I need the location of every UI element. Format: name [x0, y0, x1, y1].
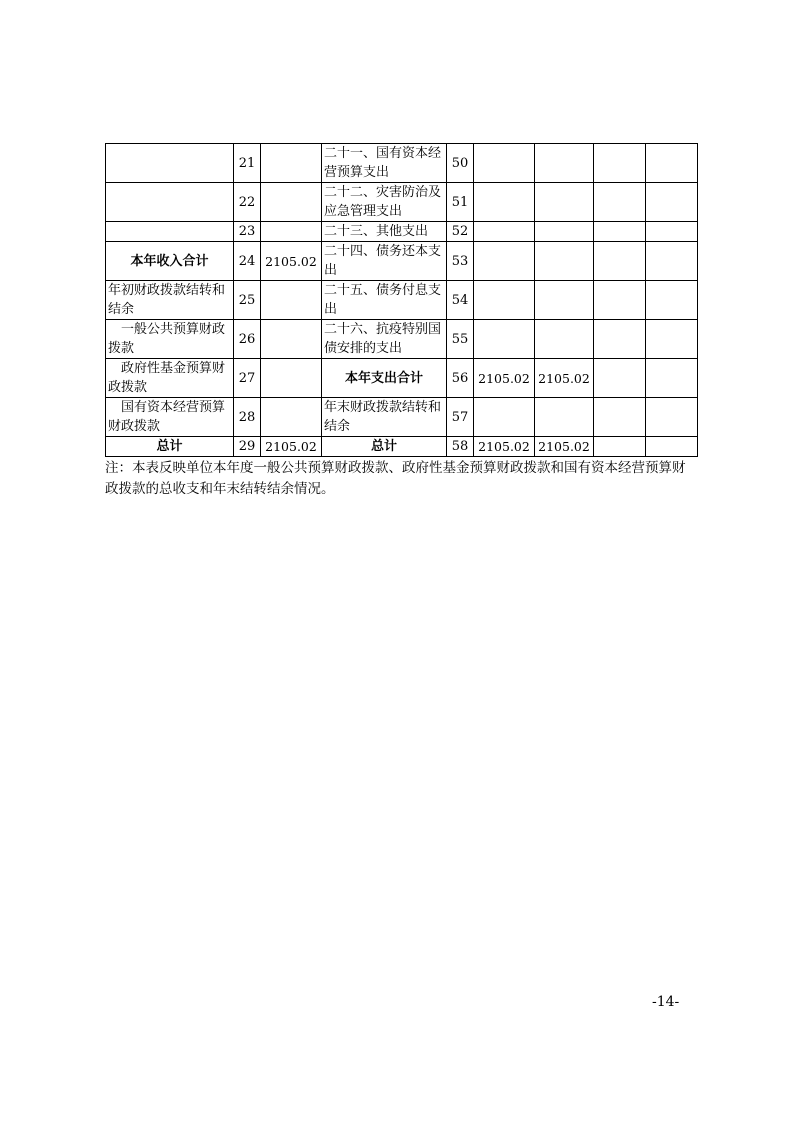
expense-row-number: 57 — [447, 398, 474, 437]
table-row — [106, 398, 698, 437]
income-row-number: 25 — [234, 281, 261, 320]
expense-amount-total: 2105.02 — [474, 437, 535, 457]
expense-row-number: 52 — [447, 222, 474, 242]
expense-amount-total — [474, 144, 535, 183]
expense-amount-capital — [646, 437, 698, 457]
table-row — [106, 437, 698, 457]
table-row — [106, 242, 698, 281]
expense-row-number: 51 — [447, 183, 474, 222]
expense-amount-general: 2105.02 — [535, 359, 594, 398]
table-row — [106, 359, 698, 398]
income-item-name: 本年收入合计 — [106, 242, 234, 281]
expense-amount-fund — [594, 222, 646, 242]
income-item-name — [106, 144, 234, 183]
income-item-name: 一般公共预算财政拨款 — [106, 320, 234, 359]
expense-amount-capital — [646, 281, 698, 320]
expense-amount-total — [474, 398, 535, 437]
expense-amount-total: 2105.02 — [474, 359, 535, 398]
table-note: 注：本表反映单位本年度一般公共预算财政拨款、政府性基金预算财政拨款和国有资本经营预算财政拨款的总收支和年末结转结余情况。 — [105, 460, 686, 497]
expense-amount-fund — [594, 242, 646, 281]
expense-amount-general — [535, 398, 594, 437]
expense-item-name: 二十一、国有资本经营预算支出 — [322, 144, 447, 183]
expense-item-name: 二十四、债务还本支出 — [322, 242, 447, 281]
expense-item-name: 本年支出合计 — [322, 359, 447, 398]
table-row — [106, 320, 698, 359]
income-amount — [261, 144, 322, 183]
income-item-name — [106, 222, 234, 242]
expense-item-name: 二十六、抗疫特别国债安排的支出 — [322, 320, 447, 359]
table-row — [106, 281, 698, 320]
page-number: -14- — [652, 994, 680, 1010]
expense-amount-fund — [594, 437, 646, 457]
expense-amount-capital — [646, 359, 698, 398]
expense-item-name: 总计 — [322, 437, 447, 457]
expense-amount-total — [474, 222, 535, 242]
expense-item-name: 二十三、其他支出 — [322, 222, 447, 242]
expense-amount-capital — [646, 320, 698, 359]
expense-amount-capital — [646, 398, 698, 437]
income-item-name — [106, 183, 234, 222]
expense-row-number: 54 — [447, 281, 474, 320]
income-row-number: 22 — [234, 183, 261, 222]
income-row-number: 27 — [234, 359, 261, 398]
expense-amount-general — [535, 144, 594, 183]
expense-amount-capital — [646, 183, 698, 222]
income-row-number: 21 — [234, 144, 261, 183]
expense-amount-fund — [594, 183, 646, 222]
expense-amount-general — [535, 222, 594, 242]
income-amount: 2105.02 — [261, 242, 322, 281]
income-amount — [261, 222, 322, 242]
income-amount — [261, 320, 322, 359]
income-item-name: 国有资本经营预算财政拨款 — [106, 398, 234, 437]
income-amount: 2105.02 — [261, 437, 322, 457]
expense-row-number: 50 — [447, 144, 474, 183]
income-row-number: 29 — [234, 437, 261, 457]
expense-amount-capital — [646, 222, 698, 242]
expense-amount-general: 2105.02 — [535, 437, 594, 457]
table-row — [106, 144, 698, 183]
budget-table — [105, 143, 698, 457]
income-amount — [261, 398, 322, 437]
expense-amount-total — [474, 242, 535, 281]
income-item-name: 总计 — [106, 437, 234, 457]
income-amount — [261, 281, 322, 320]
table-row — [106, 222, 698, 242]
expense-amount-total — [474, 183, 535, 222]
expense-item-name: 二十五、债务付息支出 — [322, 281, 447, 320]
expense-amount-capital — [646, 144, 698, 183]
table-row — [106, 183, 698, 222]
income-item-name: 政府性基金预算财政拨款 — [106, 359, 234, 398]
expense-amount-fund — [594, 320, 646, 359]
expense-row-number: 58 — [447, 437, 474, 457]
expense-amount-total — [474, 320, 535, 359]
income-amount — [261, 183, 322, 222]
expense-amount-capital — [646, 242, 698, 281]
expense-amount-total — [474, 281, 535, 320]
income-row-number: 28 — [234, 398, 261, 437]
expense-amount-fund — [594, 281, 646, 320]
expense-amount-general — [535, 281, 594, 320]
expense-amount-fund — [594, 398, 646, 437]
income-row-number: 24 — [234, 242, 261, 281]
expense-amount-fund — [594, 144, 646, 183]
expense-row-number: 55 — [447, 320, 474, 359]
expense-item-name: 年末财政拨款结转和结余 — [322, 398, 447, 437]
expense-row-number: 56 — [447, 359, 474, 398]
income-row-number: 26 — [234, 320, 261, 359]
expense-amount-general — [535, 183, 594, 222]
expense-amount-general — [535, 320, 594, 359]
expense-item-name: 二十二、灾害防治及应急管理支出 — [322, 183, 447, 222]
expense-amount-general — [535, 242, 594, 281]
income-item-name: 年初财政拨款结转和结余 — [106, 281, 234, 320]
expense-row-number: 53 — [447, 242, 474, 281]
table-body — [106, 144, 698, 457]
income-row-number: 23 — [234, 222, 261, 242]
expense-amount-fund — [594, 359, 646, 398]
income-amount — [261, 359, 322, 398]
